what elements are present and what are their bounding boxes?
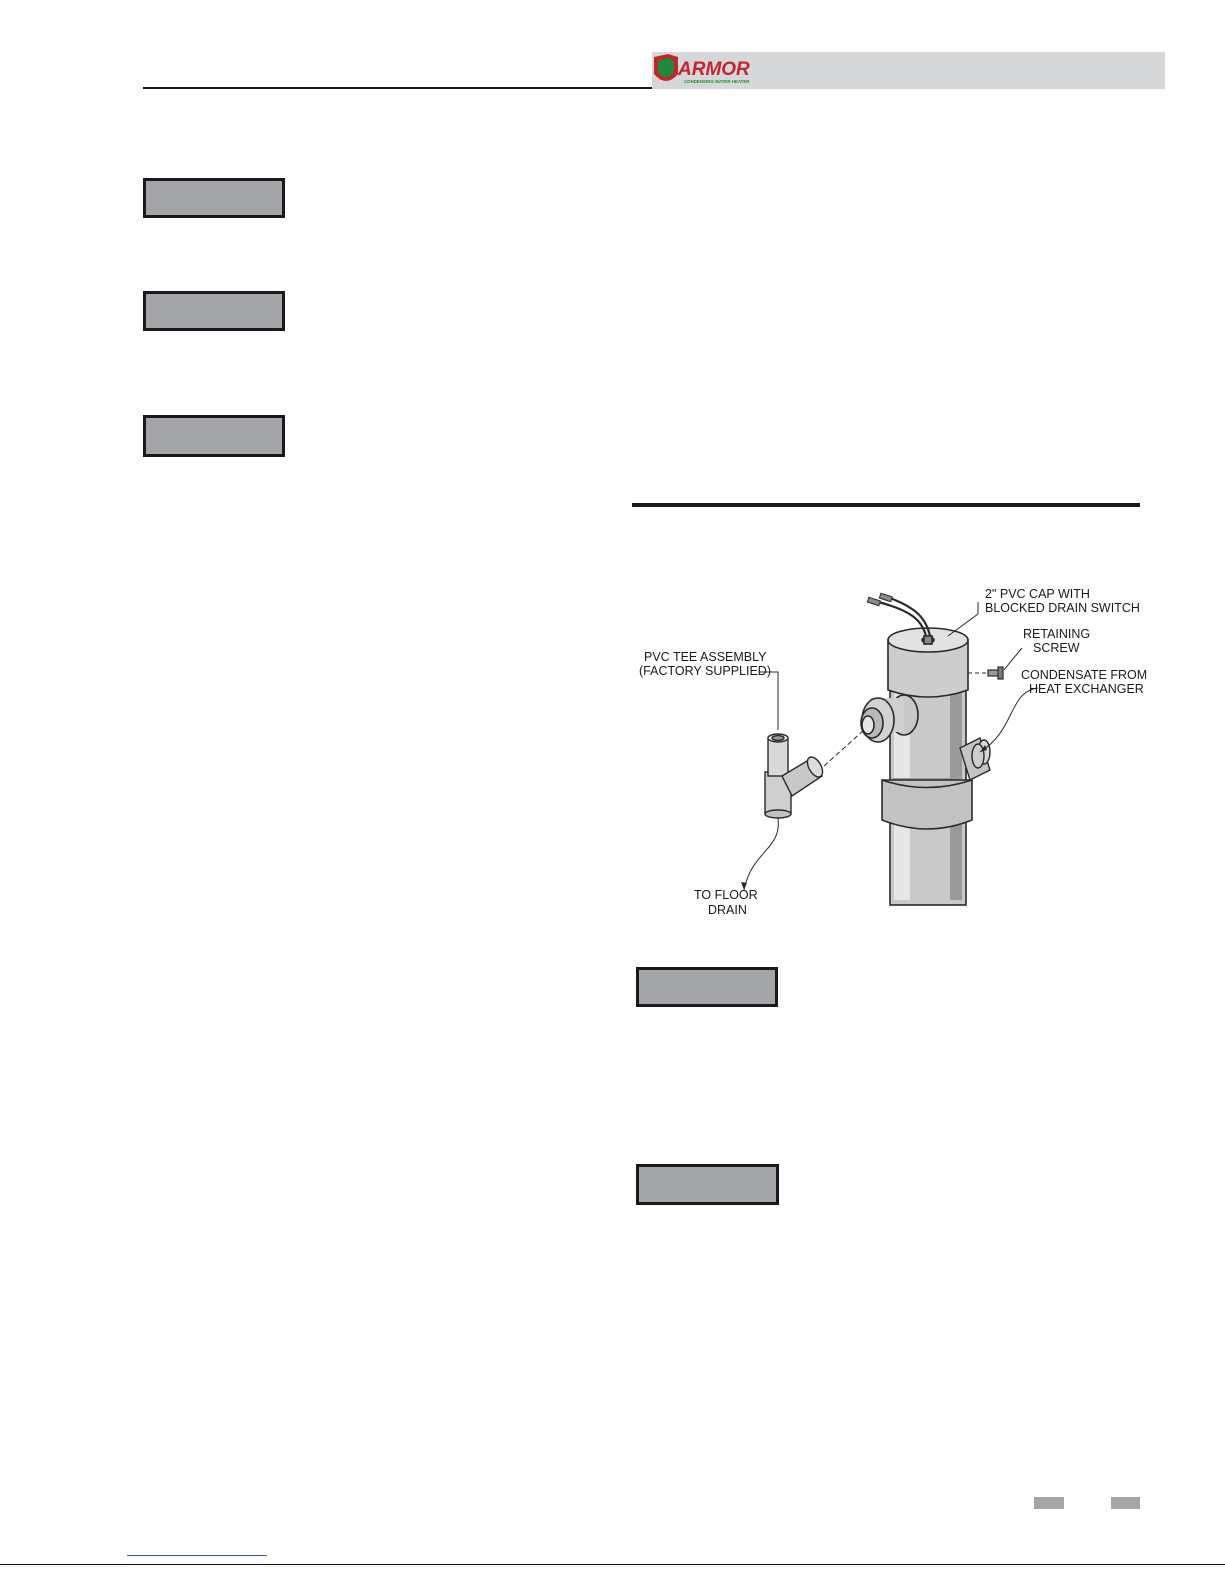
- armor-logo: [652, 52, 772, 89]
- trap-body: [882, 628, 972, 905]
- footer-link-underline[interactable]: [127, 1555, 267, 1556]
- label-blocked-drain-switch: BLOCKED DRAIN SWITCH: [985, 601, 1140, 615]
- label-to-floor: TO FLOOR: [694, 888, 758, 902]
- notice-box: [143, 291, 285, 331]
- label-pvc-cap: 2" PVC CAP WITH: [985, 587, 1090, 601]
- label-drain: DRAIN: [708, 903, 747, 917]
- footer-rule: [0, 1564, 1225, 1565]
- label-factory-supplied: (FACTORY SUPPLIED): [639, 664, 771, 678]
- notice-box: [143, 415, 285, 457]
- page-tab: [1111, 1497, 1140, 1509]
- notice-box: [636, 1164, 779, 1205]
- logo-tagline: CONDENSING WATER HEATER: [684, 79, 750, 84]
- label-screw: SCREW: [1033, 641, 1080, 655]
- section-rule: [632, 503, 1140, 507]
- page-tab: [1034, 1497, 1064, 1509]
- retaining-screw: [988, 667, 1003, 679]
- label-retaining: RETAINING: [1023, 627, 1091, 641]
- notice-box: [636, 967, 778, 1007]
- label-pvc-tee-assembly: PVC TEE ASSEMBLY: [644, 650, 767, 664]
- label-condensate-from: CONDENSATE FROM: [1021, 668, 1148, 682]
- logo-wordmark: ARMOR: [678, 59, 750, 80]
- condensate-trap-figure: [632, 580, 1152, 925]
- notice-box: [143, 178, 285, 218]
- label-heat-exchanger: HEAT EXCHANGER: [1029, 682, 1144, 696]
- pvc-tee: [765, 734, 826, 818]
